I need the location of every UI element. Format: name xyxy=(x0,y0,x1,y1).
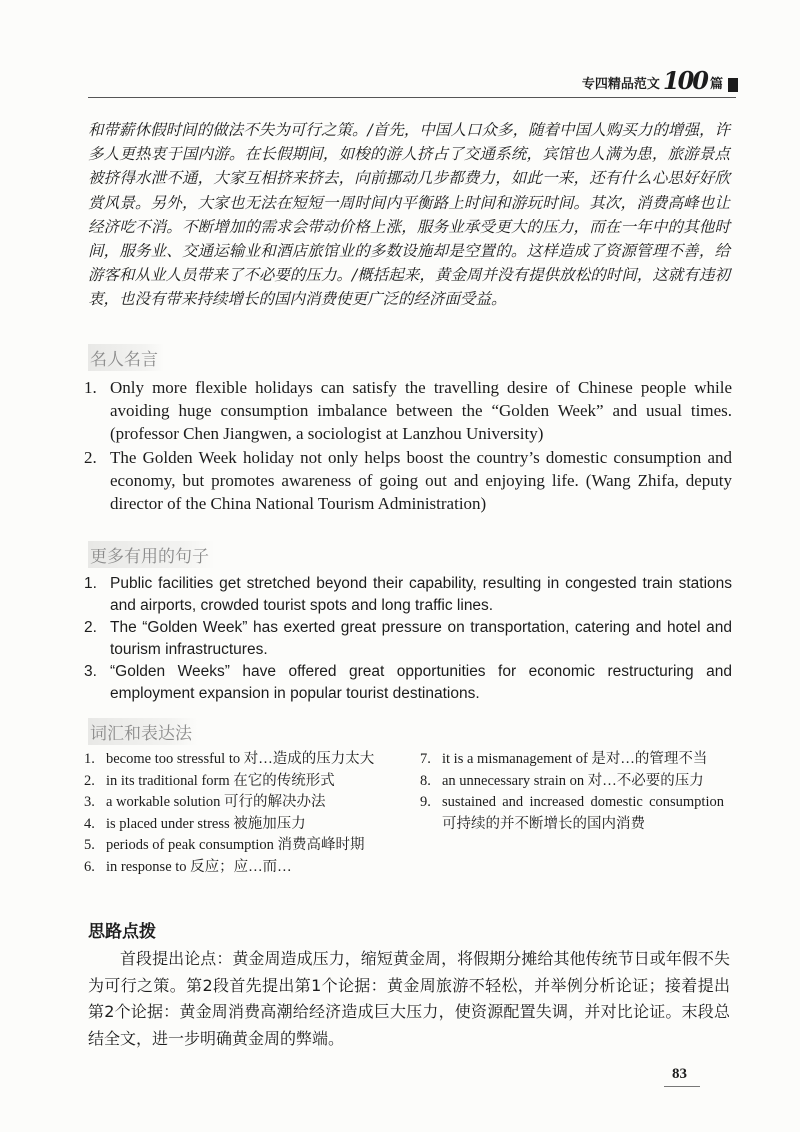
analysis-paragraph: 首段提出论点：黄金周造成压力，缩短黄金周，将假期分摊给其他传统节日或年假不失为可行之策。第2段首先提出第1个论据：黄金周旅游不轻松，并举例分析论证；接着提出第2个论据：黄金周消费高潮给经济造成巨大压力，使资源配置失调，并对比论证。末段总结全文，进一步明确黄金周的弊端。 xyxy=(88,949,730,1048)
list-item xyxy=(84,835,404,857)
item-text: “Golden Weeks” have offered great opportunities for economic restructuring and employment expansion in popular tourist destinations. xyxy=(110,663,732,702)
list-item xyxy=(84,749,404,771)
item-number: 6. xyxy=(84,858,95,875)
header-number: 100 xyxy=(662,66,707,95)
sentences-list xyxy=(84,573,732,705)
running-header xyxy=(581,66,738,95)
list-item xyxy=(84,573,732,616)
analysis-section-title: 思路点拨 xyxy=(88,922,156,942)
item-text: in response to 反应；应…而… xyxy=(106,858,292,875)
item-number: 5. xyxy=(84,837,95,853)
item-text: sustained and increased domestic consumption 可持续的并不断增长的国内消费 xyxy=(442,794,724,832)
item-text: a workable solution 可行的解决办法 xyxy=(106,794,326,810)
item-number: 7. xyxy=(420,751,431,767)
item-text: an unnecessary strain on 对…不必要的压力 xyxy=(442,772,704,789)
list-item xyxy=(420,771,724,793)
item-number: 3. xyxy=(84,663,97,680)
header-marker xyxy=(728,78,738,92)
list-item xyxy=(84,792,404,814)
item-number: 4. xyxy=(84,815,95,832)
header-divider xyxy=(88,97,736,98)
vocab-list-right xyxy=(420,749,724,835)
item-text: The Golden Week holiday not only helps boost the country’s domestic consumption and economy, but promotes awareness of going out and enjoying life. (Wang Zhifa, deputy director of the China National Tourism Administration) xyxy=(110,448,732,513)
item-text: is placed under stress 被施加压力 xyxy=(106,815,306,832)
header-label: 专四精品范文 xyxy=(581,77,660,92)
item-text: Only more flexible holidays can satisfy the travelling desire of Chinese people while avoiding huge consumption imbalance between the “Golden Week” and usual times. (professor Chen Jiangwen, a sociologist at Lanzhou University) xyxy=(110,378,732,443)
item-number: 2. xyxy=(84,448,97,467)
header-suffix: 篇 xyxy=(709,77,723,92)
vocab-section-title: 词汇和表达法 xyxy=(88,718,198,745)
sentences-section-title: 更多有用的句子 xyxy=(88,541,215,568)
item-number: 9. xyxy=(420,794,431,810)
item-text: it is a mismanagement of 是对…的管理不当 xyxy=(442,751,708,767)
list-item xyxy=(84,617,732,660)
item-text: The “Golden Week” has exerted great pressure on transportation, catering and hotel and tourism infrastructures. xyxy=(110,619,732,658)
vocab-list-left xyxy=(84,749,404,878)
list-item xyxy=(84,661,732,704)
essay-translation-paragraph: 和带薪休假时间的做法不失为可行之策。/首先，中国人口众多，随着中国人购买力的增强，许多人更热衷于国内游。在长假期间，如梭的游人挤占了交通系统，宾馆也人满为患，旅游景点被挤得水泄不通，大家互相挤来挤去，向前挪动几步都费力，如此一来，还有什么心思好好欣赏风景。另外，大家也无法在短短一周时间内平衡路上时间和游玩时间。其次，消费高峰也让经济吃不消。不断增加的需求会带动价格上涨，服务业承受更大的压力，而在一年中的其他时间，服务业、交通运输业和酒店旅馆业的多数设施却是空置的。这样造成了资源管理不善，给游客和从业人员带来了不必要的压力。/概括起来，黄金周并没有提供放松的时间，这就有违初衷，也没有带来持续增长的国内消费使更广泛的经济面受益。 xyxy=(88,121,730,309)
item-number: 1. xyxy=(84,378,97,397)
list-item xyxy=(84,376,732,445)
item-number: 3. xyxy=(84,794,95,810)
item-text: in its traditional form 在它的传统形式 xyxy=(106,772,335,789)
item-number: 1. xyxy=(84,575,97,592)
item-text: Public facilities get stretched beyond their capability, resulting in congested train stations and airports, crowded tourist spots and long traffic lines. xyxy=(110,575,732,614)
page-number-underline xyxy=(664,1086,700,1087)
item-number: 2. xyxy=(84,772,95,789)
item-number: 8. xyxy=(420,772,431,789)
quotes-section-title: 名人名言 xyxy=(88,344,164,371)
list-item xyxy=(84,771,404,793)
list-item xyxy=(420,749,724,771)
item-number: 1. xyxy=(84,751,95,767)
list-item xyxy=(84,814,404,836)
item-text: periods of peak consumption 消费高峰时期 xyxy=(106,837,365,853)
list-item xyxy=(420,792,724,835)
page-number: 83 xyxy=(672,1066,687,1082)
quotes-list xyxy=(84,376,732,516)
list-item xyxy=(84,446,732,515)
list-item xyxy=(84,857,404,879)
item-text: become too stressful to 对…造成的压力太大 xyxy=(106,751,375,767)
item-number: 2. xyxy=(84,619,97,636)
